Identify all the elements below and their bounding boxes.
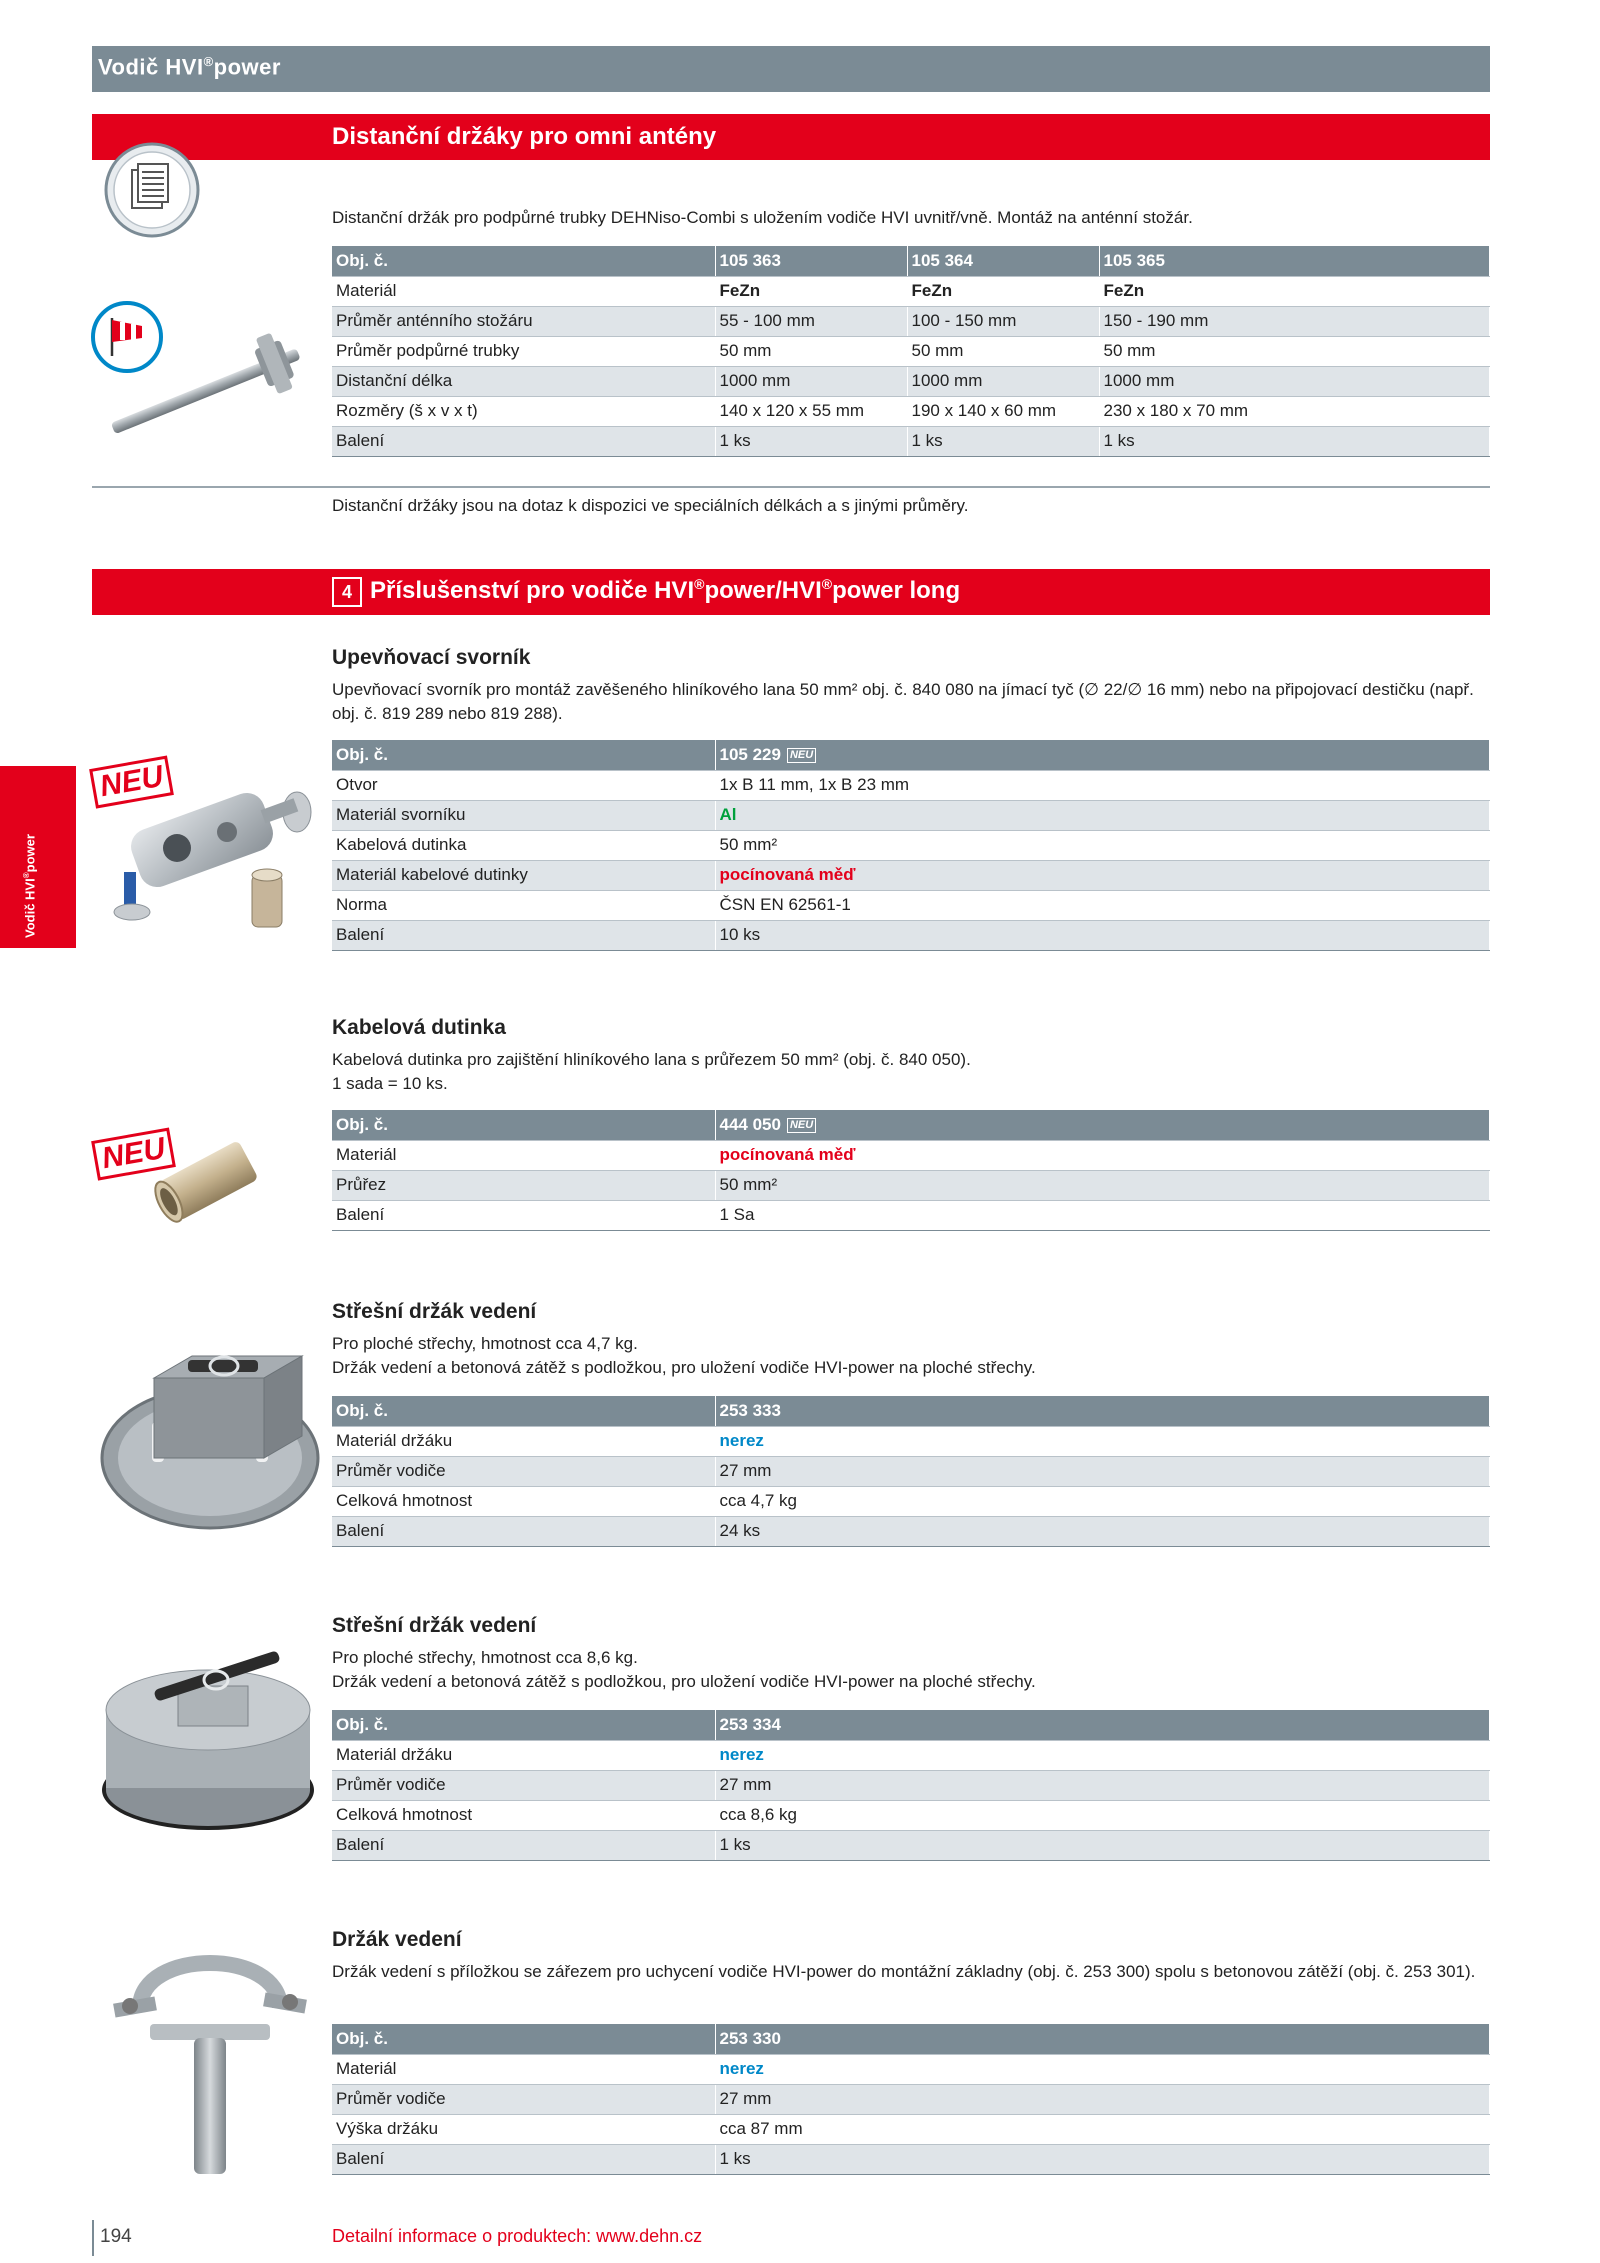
spec-table (332, 1710, 1490, 1861)
table-cell: Al (715, 800, 1490, 830)
order-number-cell: 253 330 (715, 2024, 1490, 2054)
table-cell: Balení (332, 1200, 715, 1230)
table-cell: 1000 mm (907, 366, 1099, 396)
product-title: Držák vedení (332, 1928, 462, 1951)
table-cell: Balení (332, 2144, 715, 2174)
table-cell: Materiál svorníku (332, 800, 715, 830)
table-row (332, 1200, 1490, 1230)
footer-divider (92, 2220, 94, 2256)
table-header-cell: 105 365 (1099, 246, 1490, 276)
table-cell: 24 ks (715, 1516, 1490, 1546)
table-header-cell: Obj. č. (332, 2024, 715, 2054)
table-cell: Balení (332, 426, 715, 456)
product-title: Střešní držák vedení (332, 1300, 537, 1323)
table-cell: ČSN EN 62561-1 (715, 890, 1490, 920)
table-cell: Průřez (332, 1170, 715, 1200)
table-header-row (332, 740, 1490, 770)
product-description: Pro ploché střechy, hmotnost cca 4,7 kg. (332, 1334, 638, 1353)
table-row (332, 426, 1490, 456)
table-row (332, 860, 1490, 890)
table-row (332, 276, 1490, 306)
table-cell: 1 ks (1099, 426, 1490, 456)
table-header-row (332, 1710, 1490, 1740)
table-row (332, 306, 1490, 336)
table-cell: 1x B 11 mm, 1x B 23 mm (715, 770, 1490, 800)
roof-holder-round-image (92, 1640, 322, 1840)
clamp-image (92, 770, 322, 950)
table-cell: Distanční délka (332, 366, 715, 396)
distance-holder-image (92, 320, 332, 440)
table-cell: Průměr vodiče (332, 1770, 715, 1800)
table-cell: 150 - 190 mm (1099, 306, 1490, 336)
table-cell: 27 mm (715, 1770, 1490, 1800)
table-row (332, 1800, 1490, 1830)
side-tab (0, 766, 76, 948)
table-cell: Průměr anténního stožáru (332, 306, 715, 336)
table-header-row (332, 1110, 1490, 1140)
table-cell: 50 mm² (715, 1170, 1490, 1200)
table-cell: Materiál (332, 276, 715, 306)
table-cell: 1 Sa (715, 1200, 1490, 1230)
side-tab-label: Vodič HVI®power (22, 834, 38, 938)
table-cell: Materiál (332, 2054, 715, 2084)
table-row (332, 800, 1490, 830)
table-row (332, 1740, 1490, 1770)
section-number: 4 (332, 577, 362, 607)
table-cell: nerez (715, 1426, 1490, 1456)
table-cell: Průměr podpůrné trubky (332, 336, 715, 366)
conductor-holder-image (100, 1928, 320, 2188)
product-description: Upevňovací svorník pro montáž zavěšeného hliníkového lana 50 mm² obj. č. 840 080 na jímací tyč (∅ 22/∅ 16 mm) nebo na připojovací destičku (např. obj. č. 819 289 nebo 819 288). (332, 680, 1474, 723)
table-row (332, 2054, 1490, 2084)
product-description: Držák vedení s příložkou se zářezem pro uchycení vodiče HVI-power do montážní základny (obj. č. 253 300) spolu s betonovou zátěží (obj. č. 253 301). (332, 1962, 1476, 1981)
product-title: Střešní držák vedení (332, 1614, 537, 1637)
chapter-title: Vodič HVI®power (98, 54, 281, 80)
table-cell: FeZn (715, 276, 907, 306)
new-badge: NEU (89, 755, 174, 808)
order-number-cell: 105 229 NEU (715, 740, 1490, 770)
order-number-cell: 253 334 (715, 1710, 1490, 1740)
table-cell: 230 x 180 x 70 mm (1099, 396, 1490, 426)
table-row (332, 1516, 1490, 1546)
table-cell: 1000 mm (1099, 366, 1490, 396)
product-description-2: 1 sada = 10 ks. (332, 1074, 448, 1093)
section-title-bar (92, 569, 1490, 615)
table-cell: Průměr vodiče (332, 1456, 715, 1486)
section-title-bar (92, 114, 1490, 160)
spec-table (332, 740, 1490, 951)
table-cell: Rozměry (š x v x t) (332, 396, 715, 426)
table-row (332, 2084, 1490, 2114)
new-tag: NEU (787, 1118, 816, 1133)
product-description-2: Držák vedení a betonová zátěž s podložkou, pro uložení vodiče HVI-power na ploché střechy. (332, 1672, 1036, 1691)
table-row (332, 1486, 1490, 1516)
table-cell: 50 mm² (715, 830, 1490, 860)
table-row (332, 1770, 1490, 1800)
table-row (332, 890, 1490, 920)
table-cell: cca 87 mm (715, 2114, 1490, 2144)
table-row (332, 1170, 1490, 1200)
table-header-cell: Obj. č. (332, 1110, 715, 1140)
page-number: 194 (100, 2226, 132, 2247)
table-row (332, 830, 1490, 860)
table-cell: Balení (332, 1516, 715, 1546)
table-cell: Balení (332, 920, 715, 950)
divider (92, 486, 1490, 488)
document-icon (102, 140, 202, 240)
table-cell: 100 - 150 mm (907, 306, 1099, 336)
section-description: Distanční držák pro podpůrné trubky DEHNiso-Combi s uložením vodiče HVI uvnitř/vně. Montáž na anténní stožár. (332, 208, 1193, 227)
roof-holder-image (92, 1338, 332, 1538)
table-cell: 50 mm (1099, 336, 1490, 366)
table-cell: pocínovaná měď (715, 860, 1490, 890)
table-cell: 55 - 100 mm (715, 306, 907, 336)
section-note: Distanční držáky jsou na dotaz k dispozici ve speciálních délkách a s jinými průměry. (332, 496, 969, 515)
table-cell: Norma (332, 890, 715, 920)
table-cell: 27 mm (715, 2084, 1490, 2114)
table-header-row (332, 246, 1490, 276)
spec-table (332, 1396, 1490, 1547)
spec-table (332, 246, 1490, 457)
new-badge: NEU (91, 1127, 176, 1180)
table-header-cell: Obj. č. (332, 246, 715, 276)
table-cell: 1000 mm (715, 366, 907, 396)
table-row (332, 1830, 1490, 1860)
table-cell: 1 ks (907, 426, 1099, 456)
table-cell: FeZn (1099, 276, 1490, 306)
table-row (332, 366, 1490, 396)
table-cell: Průměr vodiče (332, 2084, 715, 2114)
order-number-cell: 253 333 (715, 1396, 1490, 1426)
table-header-cell: Obj. č. (332, 1396, 715, 1426)
table-cell: 1 ks (715, 2144, 1490, 2174)
product-title: Kabelová dutinka (332, 1016, 506, 1039)
product-description: Kabelová dutinka pro zajištění hliníkového lana s průřezem 50 mm² (obj. č. 840 050). (332, 1050, 971, 1069)
table-cell: Celková hmotnost (332, 1486, 715, 1516)
section-title: Distanční držáky pro omni antény (332, 123, 717, 150)
table-row (332, 770, 1490, 800)
table-cell: Otvor (332, 770, 715, 800)
table-header-cell: 105 364 (907, 246, 1099, 276)
table-cell: cca 4,7 kg (715, 1486, 1490, 1516)
table-row (332, 396, 1490, 426)
product-title: Upevňovací svorník (332, 646, 531, 669)
table-cell: 1 ks (715, 1830, 1490, 1860)
table-cell: nerez (715, 2054, 1490, 2084)
footer-link[interactable]: Detailní informace o produktech: www.dehn.cz (332, 2226, 703, 2246)
table-row (332, 920, 1490, 950)
table-cell: Balení (332, 1830, 715, 1860)
table-cell: 140 x 120 x 55 mm (715, 396, 907, 426)
table-header-cell: 105 363 (715, 246, 907, 276)
table-cell: 50 mm (715, 336, 907, 366)
table-row (332, 1140, 1490, 1170)
table-cell: 50 mm (907, 336, 1099, 366)
table-cell: 10 ks (715, 920, 1490, 950)
table-cell: Materiál (332, 1140, 715, 1170)
table-cell: Kabelová dutinka (332, 830, 715, 860)
table-cell: 1 ks (715, 426, 907, 456)
product-description: Pro ploché střechy, hmotnost cca 8,6 kg. (332, 1648, 638, 1667)
new-tag: NEU (787, 748, 816, 763)
table-cell: Materiál držáku (332, 1426, 715, 1456)
table-cell: 190 x 140 x 60 mm (907, 396, 1099, 426)
table-cell: 27 mm (715, 1456, 1490, 1486)
order-number-cell: 444 050 NEU (715, 1110, 1490, 1140)
table-row (332, 1426, 1490, 1456)
spec-table (332, 1110, 1490, 1231)
table-cell: Celková hmotnost (332, 1800, 715, 1830)
table-cell: pocínovaná měď (715, 1140, 1490, 1170)
table-row (332, 2114, 1490, 2144)
table-header-cell: Obj. č. (332, 1710, 715, 1740)
table-cell: Materiál držáku (332, 1740, 715, 1770)
table-cell: Výška držáku (332, 2114, 715, 2144)
table-header-row (332, 2024, 1490, 2054)
table-cell: Materiál kabelové dutinky (332, 860, 715, 890)
table-cell: cca 8,6 kg (715, 1800, 1490, 1830)
table-cell: nerez (715, 1740, 1490, 1770)
chapter-header-bar (92, 46, 1490, 92)
table-header-cell: Obj. č. (332, 740, 715, 770)
section-title: 4 Příslušenství pro vodiče HVI®power/HVI®power long (332, 576, 960, 607)
cable-sleeve-image (150, 1126, 270, 1236)
product-description-2: Držák vedení a betonová zátěž s podložkou, pro uložení vodiče HVI-power na ploché střechy. (332, 1358, 1036, 1377)
table-header-row (332, 1396, 1490, 1426)
table-row (332, 2144, 1490, 2174)
table-cell: FeZn (907, 276, 1099, 306)
table-row (332, 336, 1490, 366)
spec-table (332, 2024, 1490, 2175)
table-row (332, 1456, 1490, 1486)
